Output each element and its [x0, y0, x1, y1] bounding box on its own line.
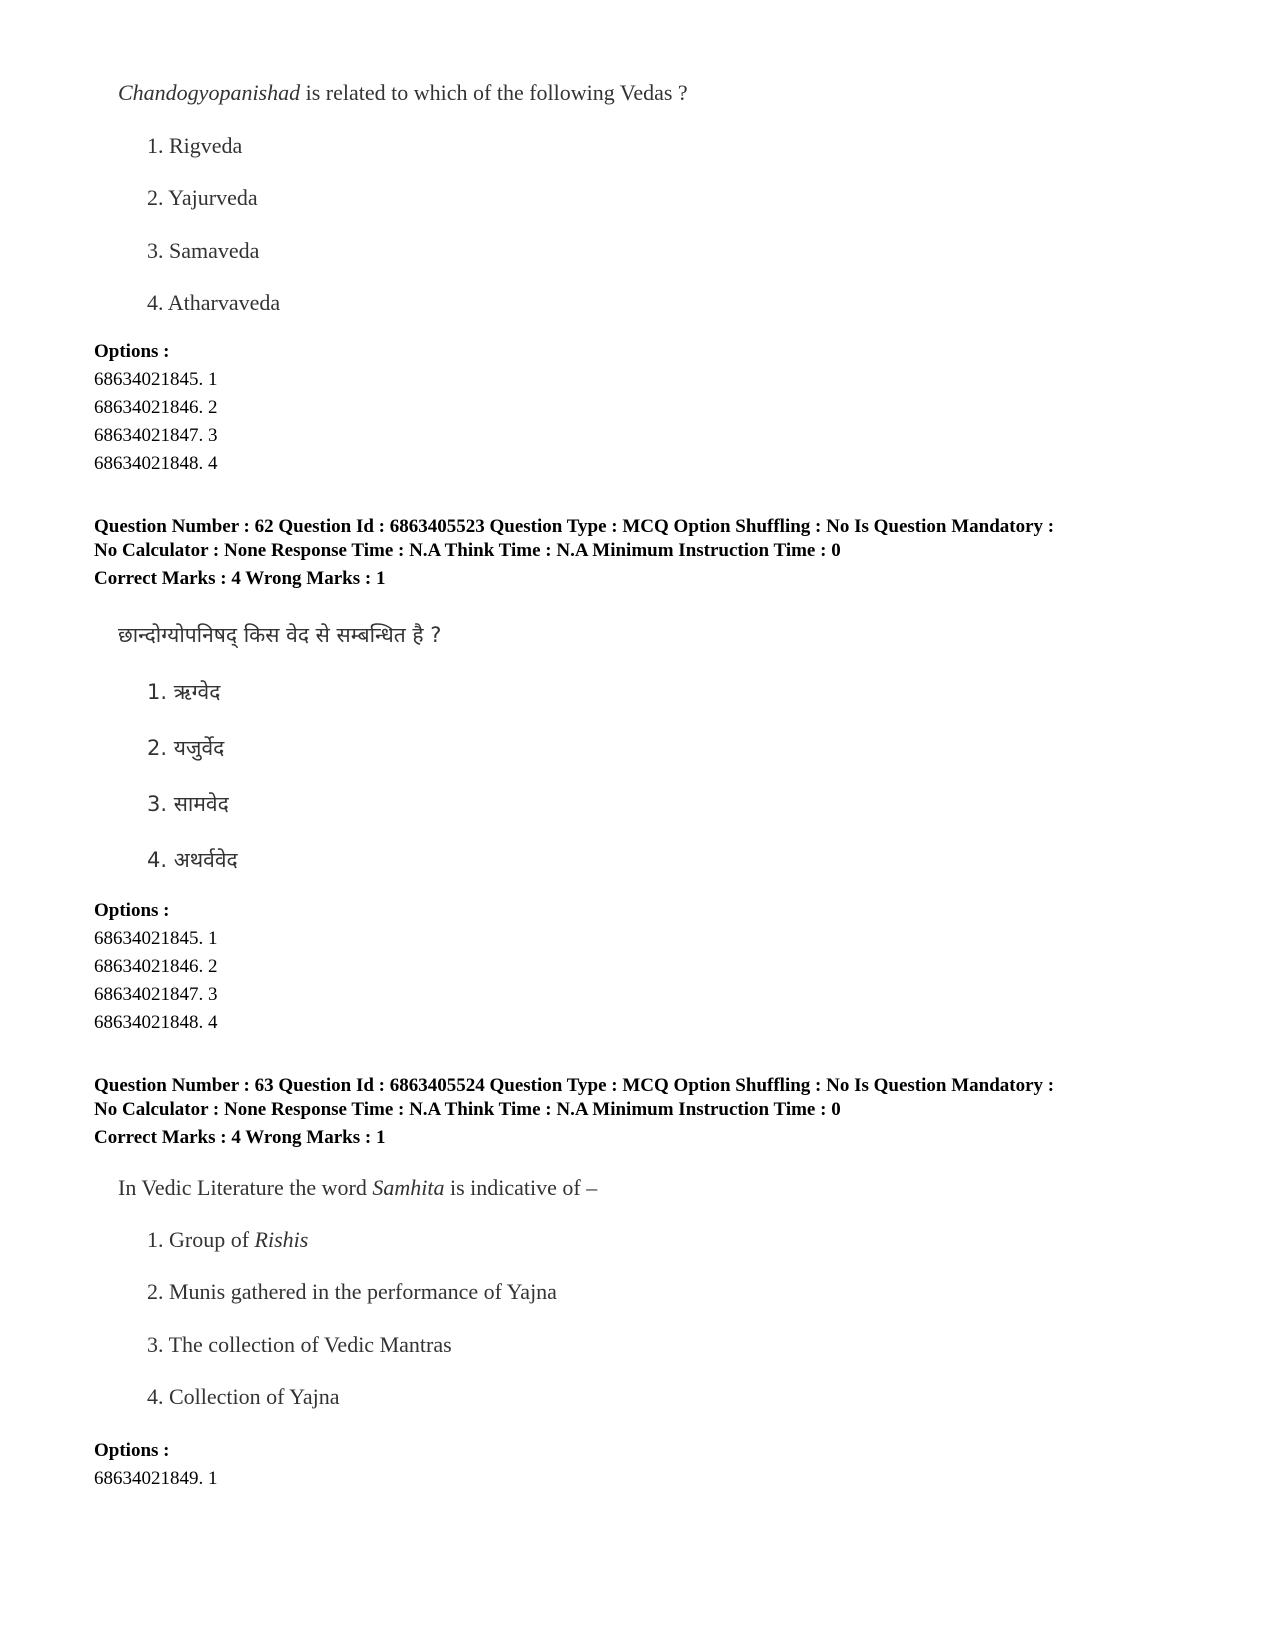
question-meta-line: No Calculator : None Response Time : N.A Think Time : N.A Minimum Instruction Time : 0: [94, 540, 841, 561]
choice-3: 3. The collection of Vedic Mantras: [147, 1332, 452, 1357]
options-label: Options :: [94, 341, 170, 362]
option-line: 68634021847. 3: [94, 984, 218, 1005]
choice-2: 2. Munis gathered in the performance of Yajna: [147, 1279, 557, 1304]
question-stem: छान्दोग्योपनिषद् किस वेद से सम्बन्धित है ?: [118, 623, 442, 647]
choice-text: 1. Group of: [147, 1227, 255, 1252]
stem-text: is indicative of –: [444, 1175, 598, 1200]
stem-italic-term: Samhita: [372, 1175, 445, 1200]
choice-2: 2. यजुर्वेद: [147, 736, 225, 760]
option-line: 68634021845. 1: [94, 369, 218, 390]
question-meta-line: Question Number : 63 Question Id : 6863405524 Question Type : MCQ Option Shuffling : No Is Question Mandatory :: [94, 1075, 1055, 1096]
choice-2: 2. Yajurveda: [147, 185, 258, 210]
option-line: 68634021846. 2: [94, 397, 218, 418]
option-line: 68634021846. 2: [94, 956, 218, 977]
options-label: Options :: [94, 1440, 170, 1461]
option-line: 68634021848. 4: [94, 453, 218, 474]
choice-4: 4. अथर्ववेद: [147, 848, 238, 872]
option-line: 68634021845. 1: [94, 928, 218, 949]
choice-1: 1. ऋग्वेद: [147, 680, 221, 704]
choice-3: 3. सामवेद: [147, 792, 229, 816]
question-marks: Correct Marks : 4 Wrong Marks : 1: [94, 1127, 386, 1148]
option-line: 68634021849. 1: [94, 1468, 218, 1489]
option-line: 68634021848. 4: [94, 1012, 218, 1033]
stem-italic-term: Chandogyopanishad: [118, 80, 301, 105]
question-stem: [118, 1175, 597, 1201]
choice-1: 1. Rigveda: [147, 133, 243, 158]
question-meta-line: No Calculator : None Response Time : N.A Think Time : N.A Minimum Instruction Time : 0: [94, 1099, 841, 1120]
choice-4: 4. Atharvaveda: [147, 290, 281, 315]
options-label: Options :: [94, 900, 170, 921]
stem-text: In Vedic Literature the word: [118, 1175, 373, 1200]
choice-italic-term: Rishis: [254, 1227, 309, 1252]
choice-4: 4. Collection of Yajna: [147, 1384, 340, 1409]
question-marks: Correct Marks : 4 Wrong Marks : 1: [94, 568, 386, 589]
question-meta-line: Question Number : 62 Question Id : 6863405523 Question Type : MCQ Option Shuffling : No Is Question Mandatory :: [94, 516, 1055, 537]
choice-1: [147, 1227, 308, 1253]
question-stem: [118, 80, 688, 106]
choice-3: 3. Samaveda: [147, 238, 260, 263]
stem-text: is related to which of the following Vedas ?: [300, 80, 688, 105]
option-line: 68634021847. 3: [94, 425, 218, 446]
